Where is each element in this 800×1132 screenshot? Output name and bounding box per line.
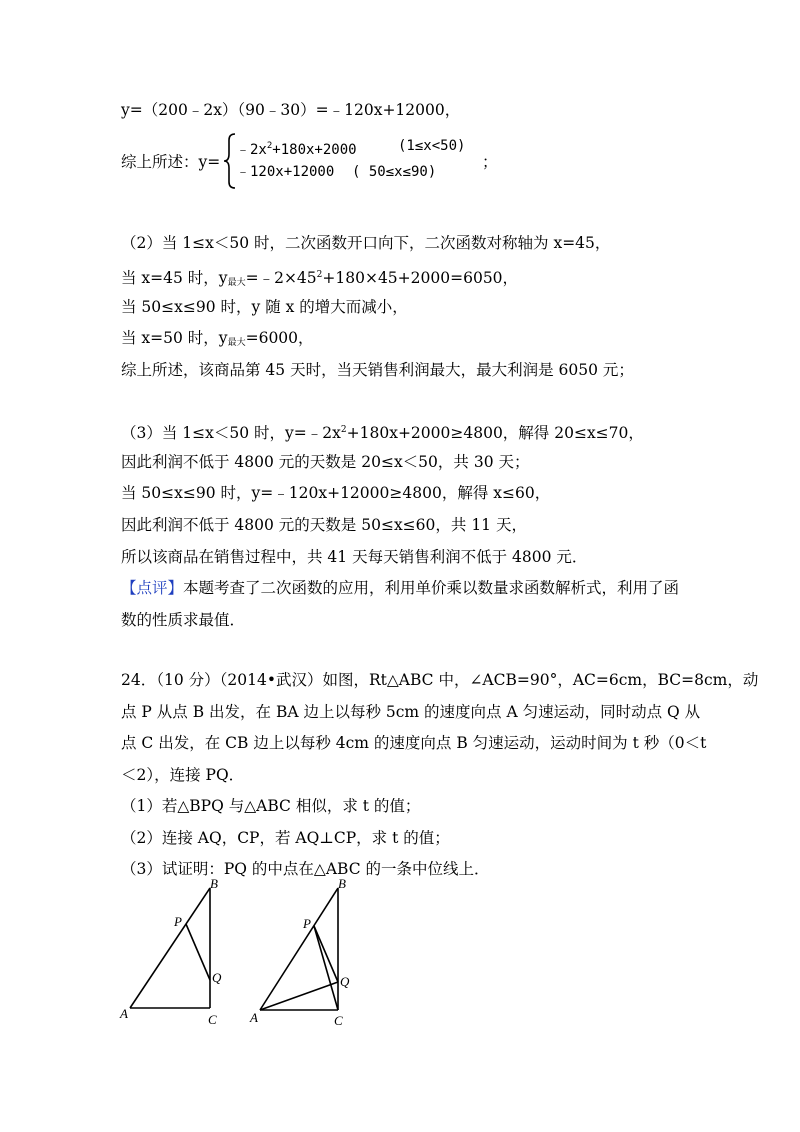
fig1-label-a: A [120,1006,128,1021]
fig2-side-ab [260,888,338,1010]
fig2-segment-cp [314,926,338,1010]
fig1-side-ab [130,888,210,1008]
figure-2 [248,872,378,1032]
fig2-label-b: B [338,876,346,891]
text-line: 数的性质求最值． [121,611,246,629]
figure-1 [110,872,240,1027]
fig1-label-q: Q [212,970,222,985]
fig2-label-p: P [303,916,311,931]
text-line: 所以该商品在销售过程中，共 41 天每天销售利润不低于 4800 元． [121,548,588,566]
text-line: 当 x=50 时，$y_{最大}=6000$， [121,329,314,348]
text-line: y=（200﹣2x）（90﹣30）=﹣120x+12000， [121,101,461,119]
question-line: （1）若△BPQ 与△ABC 相似，求 t 的值； [121,797,421,815]
question-line: 点 P 从点 B 出发，在 BA 边上以每秒 5cm 的速度向点 A 匀速运动，同时动点 Q 从 [121,703,701,721]
review-tag: 【点评】 [121,579,184,597]
fig1-segment-pq [186,924,210,980]
fig2-label-q: Q [340,974,350,989]
question-line: （2）连接 AQ，CP，若 AQ⊥CP，求 t 的值； [121,829,450,847]
fig2-segment-pq [314,926,338,982]
fig1-label-b: B [210,876,218,891]
text-line: 综上所述，该商品第 45 天时，当天销售利润最大，最大利润是 6050 元； [121,361,634,379]
text-line: 因此利润不低于 4800 元的天数是 20≤x＜50，共 30 天； [121,453,530,471]
question-line: ＜2），连接 PQ． [121,766,245,784]
question-line: 点 C 出发，在 CB 边上以每秒 4cm 的速度向点 B 匀速运动，运动时间为 t 秒（0＜t [121,734,707,752]
case-end: ； [482,153,498,171]
question-line: 24．（10 分）（2014•武汉）如图，Rt△ABC 中，∠ACB=90°，AC=6cm，BC=8cm，动 [121,671,759,689]
review-line: 【点评】本题考查了二次函数的应用，利用单价乘以数量求函数解析式，利用了函 [121,579,680,597]
question-line: （3）试证明：PQ 的中点在△ABC 的一条中位线上． [121,860,490,878]
fig2-label-c: C [334,1013,343,1028]
text-line: （3）当 1≤x＜50 时，$y=﹣2x^2+180x+2000\ge 4800$，解得 20≤x≤70， [121,424,644,442]
text-line: 因此利润不低于 4800 元的天数是 50≤x≤60，共 11 天， [121,516,527,534]
text-line: 当 x=45 时，$y_{最大}=﹣2\times 45^2+180\times 45+2000=6050$， [121,269,519,288]
case-2-condition: ( 50≤x≤90) [352,164,437,180]
case-1: $﹣2x^2+180x+2000$ [236,141,357,158]
case-2: ﹣120x+12000 [236,164,335,180]
text-line: （2）当 1≤x＜50 时，二次函数开口向下，二次函数对称轴为 x=45， [121,234,611,252]
fig2-label-a: A [250,1010,258,1025]
fig1-label-c: C [208,1012,217,1027]
text-line: 当 50≤x≤90 时，y=﹣120x+12000≥4800，解得 x≤60， [121,484,551,502]
case-1-condition: (1≤x<50) [398,138,466,154]
text-line: 当 50≤x≤90 时，y 随 x 的增大而减小， [121,298,408,316]
summary-label: 综上所述：y= [121,153,221,171]
fig1-label-p: P [174,914,182,929]
fig2-segment-aq [260,982,338,1010]
